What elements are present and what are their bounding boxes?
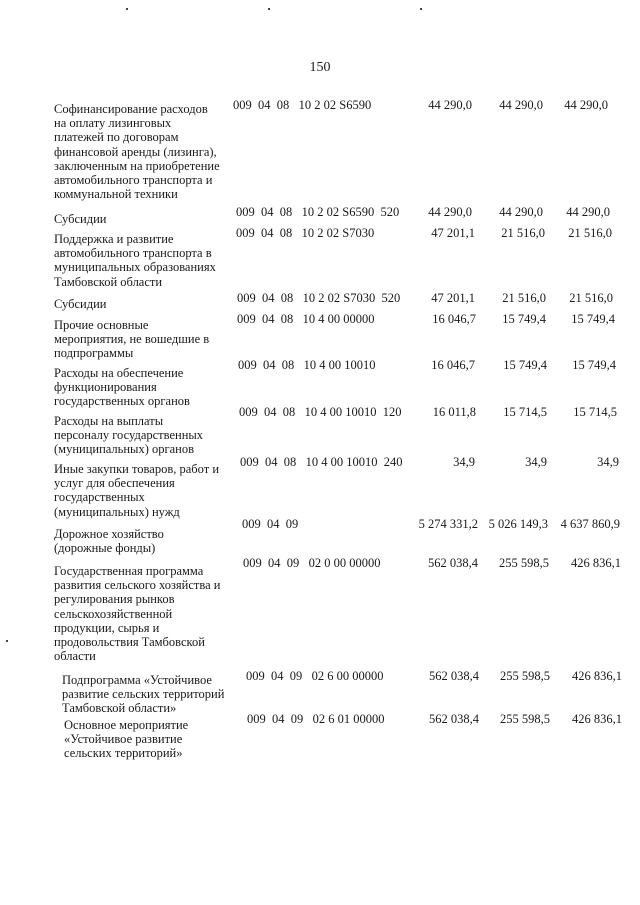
value-col-2: 21 516,0	[502, 291, 546, 305]
row-name: Прочие основные мероприятия, не вошедшие в подпрограммы	[54, 318, 210, 361]
value-col-2: 44 290,0	[499, 205, 543, 219]
row-name: Субсидии	[54, 297, 107, 311]
value-col-3: 34,9	[597, 455, 619, 469]
row-name: Иные закупки товаров, работ и услуг для обеспечения государственных (муниципальных) нужд	[54, 462, 220, 519]
value-col-3: 15 714,5	[573, 405, 617, 419]
row-name: Государственная программа развития сельского хозяйства и регулирования рынков сельскохозяйственной продукции, сырья и продовольствия Тамбовской области	[54, 564, 221, 664]
value-col-3: 21 516,0	[569, 291, 613, 305]
value-col-2: 15 749,4	[503, 358, 547, 372]
page-number: 150	[309, 60, 331, 75]
row-code: 009 04 08 10 4 00 10010 240	[240, 455, 403, 469]
row-name: Расходы на выплаты персоналу государственных (муниципальных) органов	[54, 414, 204, 457]
value-col-3: 426 836,1	[572, 712, 622, 726]
value-col-2: 255 598,5	[499, 556, 549, 570]
value-col-3: 426 836,1	[572, 669, 622, 683]
value-col-3: 15 749,4	[572, 358, 616, 372]
scan-speck	[420, 8, 422, 10]
row-code: 009 04 08 10 2 02 S7030 520	[237, 291, 401, 305]
row-code: 009 04 09	[242, 517, 299, 531]
row-code: 009 04 08 10 4 00 10010	[238, 358, 376, 372]
value-col-1: 562 038,4	[429, 669, 479, 683]
value-col-1: 34,9	[453, 455, 475, 469]
row-name: Расходы на обеспечение функционирования государственных органов	[54, 366, 190, 409]
value-col-1: 562 038,4	[428, 556, 478, 570]
row-code: 009 04 09 02 6 01 00000	[247, 712, 385, 726]
row-name: Поддержка и развитие автомобильного транспорта в муниципальных образованиях Тамбовской области	[54, 232, 216, 289]
value-col-1: 16 046,7	[432, 312, 476, 326]
value-col-1: 16 011,8	[432, 405, 476, 419]
scan-speck	[126, 8, 128, 10]
value-col-3: 4 637 860,9	[560, 517, 620, 531]
value-col-1: 562 038,4	[429, 712, 479, 726]
row-name: Софинансирование расходов на оплату лизинговых платежей по договорам финансовой аренды (лизинга), заключенным на приобретение автомобильного транспорта и коммунальной техники	[54, 102, 220, 202]
row-code: 009 04 09 02 0 00 00000	[243, 556, 381, 570]
row-name: Подпрограмма «Устойчивое развитие сельских территорий Тамбовской области»	[62, 673, 225, 716]
row-code: 009 04 08 10 2 02 S7030	[236, 226, 375, 240]
value-col-1: 16 046,7	[431, 358, 475, 372]
value-col-3: 21 516,0	[568, 226, 612, 240]
row-code: 009 04 08 10 4 00 00000	[237, 312, 375, 326]
row-code: 009 04 09 02 6 00 00000	[246, 669, 384, 683]
row-name: Основное мероприятие «Устойчивое развитие сельских территорий»	[64, 718, 189, 761]
value-col-2: 255 598,5	[500, 712, 550, 726]
value-col-2: 15 749,4	[502, 312, 546, 326]
value-col-2: 255 598,5	[500, 669, 550, 683]
value-col-1: 44 290,0	[428, 98, 472, 112]
row-name: Субсидии	[54, 212, 107, 226]
row-code: 009 04 08 10 2 02 S6590 520	[236, 205, 400, 219]
value-col-3: 15 749,4	[571, 312, 615, 326]
row-code: 009 04 08 10 2 02 S6590	[233, 98, 372, 112]
value-col-1: 44 290,0	[428, 205, 472, 219]
value-col-2: 34,9	[525, 455, 547, 469]
scan-speck	[268, 8, 270, 10]
value-col-1: 47 201,1	[431, 226, 475, 240]
value-col-2: 44 290,0	[499, 98, 543, 112]
value-col-2: 5 026 149,3	[488, 517, 548, 531]
value-col-2: 21 516,0	[501, 226, 545, 240]
row-name: Дорожное хозяйство (дорожные фонды)	[54, 527, 164, 556]
value-col-1: 5 274 331,2	[418, 517, 478, 531]
value-col-3: 44 290,0	[564, 98, 608, 112]
value-col-1: 47 201,1	[431, 291, 475, 305]
value-col-3: 44 290,0	[566, 205, 610, 219]
value-col-2: 15 714,5	[503, 405, 547, 419]
row-code: 009 04 08 10 4 00 10010 120	[239, 405, 402, 419]
scan-speck	[6, 640, 8, 642]
value-col-3: 426 836,1	[571, 556, 621, 570]
